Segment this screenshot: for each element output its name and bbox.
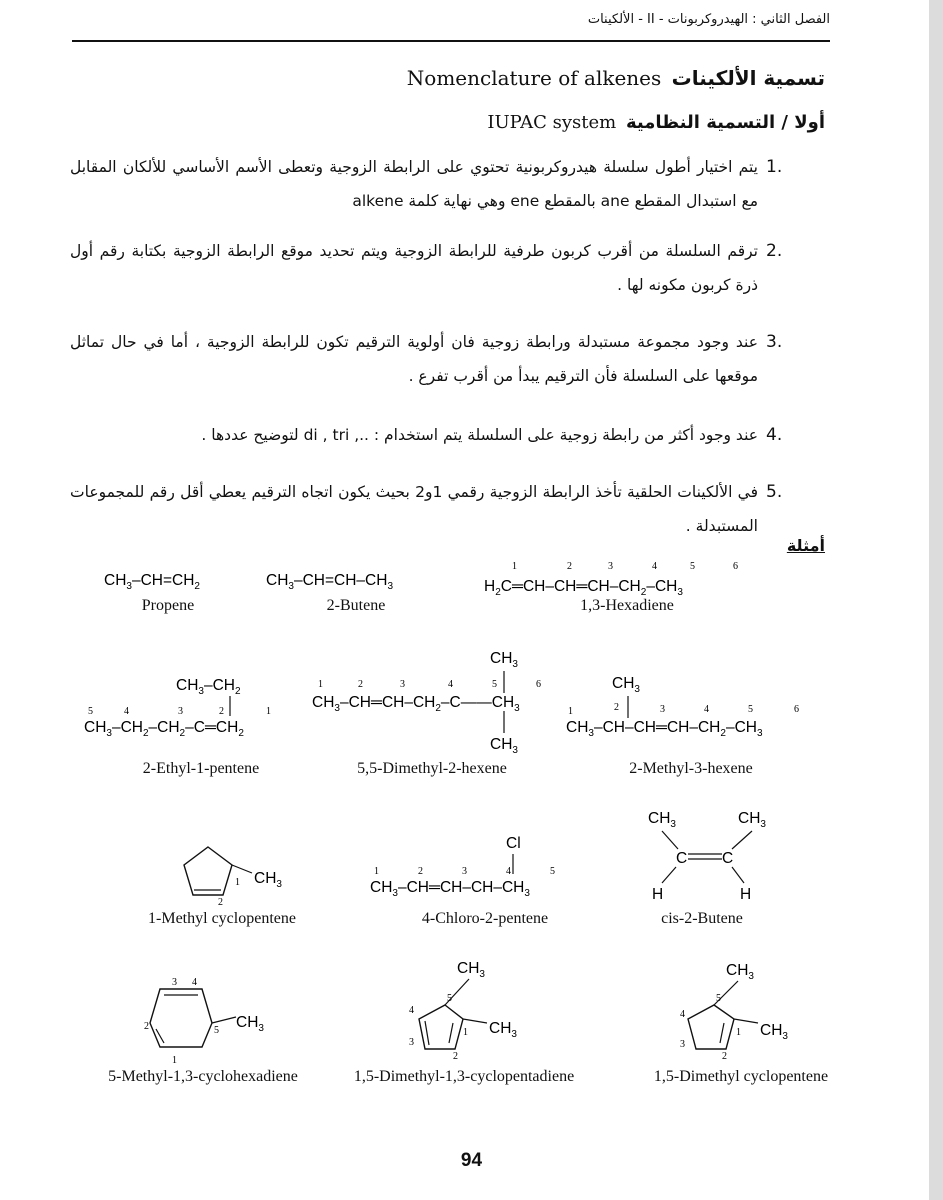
svg-text:CH3–CH═CH–CH2–C——CH3: $CH_3-CH═CH-CH_2-C——CH_3$	[312, 694, 520, 714]
svg-text:5: 5	[214, 1025, 219, 1036]
svg-text:Cl: Cl	[506, 835, 521, 852]
rule-item	[70, 150, 783, 218]
caption-1-5-dimethyl-1-3-cyclopentadiene: 1,5-Dimethyl-1,3-cyclopentadiene	[353, 1068, 575, 1085]
svg-text:CH3: $CH_3$	[648, 810, 676, 830]
svg-text:1: 1	[172, 1055, 177, 1066]
structure-1-5-dimethyl-cyclopentene	[672, 955, 812, 1069]
svg-text:1: 1	[266, 706, 271, 717]
svg-text:2: 2	[418, 866, 423, 877]
svg-text:4: 4	[704, 704, 709, 715]
rule-text: ترقم السلسلة من أقرب كربون طرفية للرابطة الزوجية ويتم تحديد موقع الرابطة الزوجية بكتابة رقم أول ذرة كربون مكونه لها .	[70, 242, 758, 294]
svg-text:CH3: $CH_3$	[489, 1020, 517, 1040]
structure-1-3-hexadiene	[480, 555, 780, 603]
structure-4-chloro-2-pentene	[370, 830, 600, 904]
svg-text:CH3: $CH_3$	[490, 650, 518, 670]
page-header	[72, 10, 830, 42]
svg-text:4: 4	[680, 1009, 685, 1020]
page-edge	[929, 0, 943, 1200]
svg-text:3: 3	[400, 679, 405, 690]
svg-text:CH3: $CH_3$	[490, 736, 518, 756]
svg-text:CH3–CH–CH═CH–CH2–CH3: $CH_3-CH-CH═CH-CH_2-CH_3$	[566, 719, 763, 739]
caption-4-chloro-2-pentene: 4-Chloro-2-pentene	[421, 910, 549, 927]
svg-text:1: 1	[568, 706, 573, 717]
svg-text:1: 1	[463, 1027, 468, 1038]
structure-1-methyl-cyclopentene	[178, 845, 308, 911]
svg-text:CH3–CH=CH2: $CH_3-CH=CH_2$	[104, 572, 200, 592]
svg-text:1: 1	[235, 877, 240, 888]
svg-text:CH3: $CH_3$	[726, 962, 754, 982]
svg-text:1: 1	[736, 1027, 741, 1038]
caption-1-3-hexadiene: 1,3-Hexadiene	[580, 597, 674, 614]
svg-text:4: 4	[652, 561, 657, 572]
svg-text:6: 6	[536, 679, 541, 690]
svg-text:H: H	[652, 886, 664, 903]
rule-number: 3.	[766, 332, 783, 352]
structure-5-5-dimethyl-2-hexene	[312, 645, 572, 761]
chapter-header: الفصل الثاني : الهيدروكربونات - II - الألكينات	[587, 12, 830, 27]
svg-text:4: 4	[506, 866, 511, 877]
section-title-en: Nomenclature of alkenes	[406, 66, 662, 90]
rule-item	[70, 475, 783, 543]
rule-item	[70, 234, 783, 302]
svg-text:1: 1	[318, 679, 323, 690]
structure-propene	[100, 565, 250, 599]
svg-text:3: 3	[178, 706, 183, 717]
svg-text:6: 6	[794, 704, 799, 715]
structure-1-5-dimethyl-1-3-cyclopentadiene	[405, 955, 545, 1069]
caption-5-5-dimethyl-2-hexene: 5,5-Dimethyl-2-hexene	[357, 760, 507, 777]
structure-5-methyl-1-3-cyclohexadiene	[140, 975, 290, 1074]
caption-1-methyl-cyclopentene: 1-Methyl cyclopentene	[148, 910, 296, 927]
svg-text:2: 2	[144, 1021, 149, 1032]
svg-text:4: 4	[192, 977, 197, 988]
svg-text:3: 3	[462, 866, 467, 877]
svg-text:2: 2	[358, 679, 363, 690]
structure-2-methyl-3-hexene	[566, 670, 836, 754]
caption-cis-2-butene: cis-2-Butene	[661, 910, 743, 927]
svg-text:2: 2	[219, 706, 224, 717]
structure-2-ethyl-1-pentene	[84, 670, 304, 754]
svg-text:CH3: $CH_3$	[236, 1014, 264, 1034]
svg-text:5: 5	[88, 706, 93, 717]
section-subtitle	[487, 112, 825, 133]
rule-text: يتم اختيار أطول سلسلة هيدروكربونية تحتوي على الرابطة الزوجية وتعطى الأسم الأساسي للألكان المقابل مع استبدال المقطع ane بالمقطع ene وهي نهاية كلمة alkene	[70, 158, 758, 210]
svg-text:3: 3	[409, 1037, 414, 1048]
caption-2-butene: 2-Butene	[326, 597, 386, 614]
rule-item	[70, 418, 783, 452]
caption-propene: Propene	[141, 597, 195, 614]
svg-text:2: 2	[722, 1051, 727, 1062]
svg-text:C: C	[676, 850, 688, 867]
rule-text: عند وجود أكثر من رابطة زوجية على السلسلة يتم استخدام : .., di , tri لتوضيح عددها .	[201, 426, 758, 444]
svg-text:3: 3	[660, 704, 665, 715]
rule-text: في الألكينات الحلقية تأخذ الرابطة الزوجية رقمي 1و2 بحيث يكون اتجاه الترقيم يعطي أقل رقم للمجموعات المستبدلة .	[70, 483, 758, 535]
rule-number: 2.	[766, 241, 783, 261]
svg-text:5: 5	[690, 561, 695, 572]
rule-number: 4.	[766, 425, 783, 445]
svg-text:CH3: $CH_3$	[612, 675, 640, 695]
rule-number: 5.	[766, 482, 783, 502]
examples-heading: أمثلة	[786, 536, 825, 555]
section-title-ar: تسمية الألكينات	[671, 66, 825, 90]
svg-text:CH3–CH2–CH2–C═CH2: $CH_3-CH_2-CH_2-C═CH_2$	[84, 719, 244, 739]
svg-text:4: 4	[124, 706, 129, 717]
svg-text:CH3: $CH_3$	[760, 1022, 788, 1042]
rule-item	[70, 325, 783, 393]
svg-text:CH3–CH═CH–CH–CH3: $CH_3-CH═CH-CH-CH_3$	[370, 879, 530, 899]
svg-text:3: 3	[172, 977, 177, 988]
svg-text:5: 5	[492, 679, 497, 690]
svg-text:CH3–CH2: $CH_3-CH_2$	[176, 677, 241, 697]
svg-text:4: 4	[409, 1005, 414, 1016]
svg-text:CH3: $CH_3$	[254, 870, 282, 890]
caption-5-methyl-1-3-cyclohexadiene: 5-Methyl-1,3-cyclohexadiene	[108, 1068, 298, 1085]
rule-text: عند وجود مجموعة مستبدلة ورابطة زوجية فان أولوية الترقيم تكون للرابطة الزوجية ، أما في حال تماثل موقعها على السلسلة فأن الترقيم يبدأ من أقرب تفرع .	[70, 333, 758, 385]
svg-text:5: 5	[748, 704, 753, 715]
svg-text:5: 5	[716, 993, 721, 1004]
svg-text:1: 1	[512, 561, 517, 572]
rule-number: 1.	[766, 157, 783, 177]
section-title	[407, 66, 825, 90]
svg-text:6: 6	[733, 561, 738, 572]
svg-text:3: 3	[608, 561, 613, 572]
svg-text:CH3–CH=CH–CH3: $CH_3-CH=CH-CH_3$	[266, 572, 393, 592]
svg-text:2: 2	[567, 561, 572, 572]
section-subtitle-ar: أولا / التسمية النظامية	[625, 112, 825, 133]
svg-text:2: 2	[453, 1051, 458, 1062]
caption-1-5-dimethyl-cyclopentene: 1,5-Dimethyl cyclopentene	[653, 1068, 829, 1085]
svg-text:3: 3	[680, 1039, 685, 1050]
svg-text:CH3: $CH_3$	[738, 810, 766, 830]
svg-text:C: C	[722, 850, 734, 867]
svg-text:H2C═CH–CH═CH–CH2–CH3: $H_2C═CH-CH═CH-CH_2-CH_3$	[484, 578, 683, 598]
caption-2-ethyl-1-pentene: 2-Ethyl-1-pentene	[142, 760, 260, 777]
caption-2-methyl-3-hexene: 2-Methyl-3-hexene	[629, 760, 753, 777]
svg-text:CH3: $CH_3$	[457, 960, 485, 980]
structure-cis-2-butene	[640, 805, 790, 909]
svg-text:5: 5	[447, 993, 452, 1004]
structure-2-butene	[262, 565, 452, 599]
svg-text:2: 2	[614, 702, 619, 713]
svg-text:2: 2	[218, 897, 223, 908]
section-subtitle-en: IUPAC system	[487, 112, 617, 133]
svg-text:1: 1	[374, 866, 379, 877]
svg-text:4: 4	[448, 679, 453, 690]
page-number: 94	[460, 1150, 483, 1171]
svg-text:H: H	[740, 886, 752, 903]
svg-text:5: 5	[550, 866, 555, 877]
